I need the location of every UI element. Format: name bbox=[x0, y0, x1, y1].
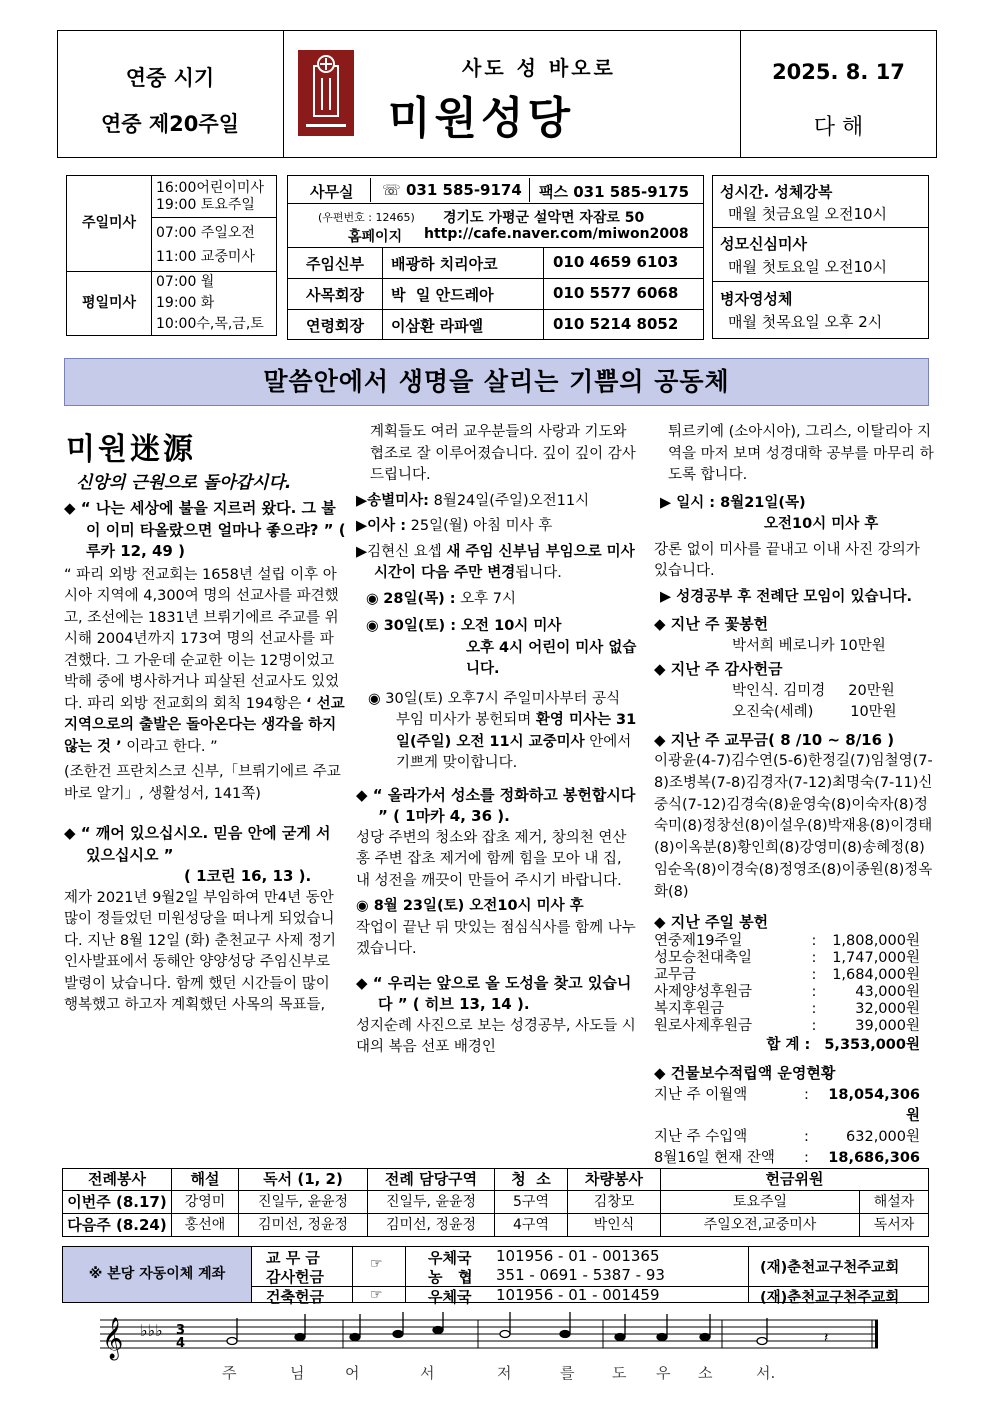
farewell-mass-label: 송별미사: bbox=[367, 492, 429, 509]
office-sep-1 bbox=[287, 203, 704, 204]
svg-text:♭♭♭: ♭♭♭ bbox=[140, 1321, 163, 1340]
sunday-offering-title: ◆ 지난 주일 봉헌 bbox=[654, 912, 934, 934]
liturgical-season: 연중 시기 bbox=[125, 66, 215, 90]
thanks-text: 계획들도 여러 교우분들의 사랑과 기도와 협조로 잘 이루어졌습니다. 깊이 깊이 감사드립니다. bbox=[370, 424, 636, 483]
study-date: ▶ 일시 : 8월21일(목) bbox=[654, 493, 934, 515]
sick-communion-title: 병자영성체 bbox=[720, 290, 793, 308]
lyric-syllable: 도 bbox=[612, 1364, 627, 1382]
bible-study-cont: 튀르키예 (소아시아), 그리스, 이탈리아 지역을 마저 보며 성경대학 공부를 마무리 하도록 합니다. bbox=[668, 424, 934, 483]
funeral-name: 이삼환 라파엘 bbox=[391, 317, 484, 335]
fund-balance-label: 8월16일 현재 잔액 bbox=[654, 1149, 775, 1166]
offering-row-value: 1,808,000원 bbox=[832, 933, 920, 950]
bank-col-1 bbox=[352, 1246, 353, 1303]
bank-k2: 감사헌금 bbox=[266, 1268, 324, 1286]
pastor-label: 주임신부 bbox=[306, 255, 364, 273]
special-sep-1 bbox=[712, 227, 929, 228]
offering-row-label: 사제양성후원금 bbox=[654, 984, 753, 1001]
bank-name-1: 우체국 bbox=[428, 1249, 472, 1267]
offering-row-label: 원로사제후원금 bbox=[654, 1018, 753, 1035]
schedule-30: ◉ 30일(토) : 오전 10시 미사 bbox=[356, 616, 638, 638]
sunday-mass-label: 주일미사 bbox=[67, 176, 152, 272]
special-sep-2 bbox=[712, 281, 929, 282]
duty-header-row bbox=[63, 1169, 929, 1191]
parish-name bbox=[388, 82, 574, 146]
weekday-mass-times bbox=[152, 272, 277, 336]
mass-times-table bbox=[66, 175, 277, 336]
fund-carryover-value: 18,054,306원 bbox=[828, 1086, 920, 1124]
liturgy-duty-table bbox=[62, 1168, 929, 1237]
church-logo bbox=[298, 50, 354, 136]
offering-row bbox=[654, 984, 934, 1001]
bank-name-2: 농 협 bbox=[428, 1268, 473, 1286]
homepage-label: 홈페이지 bbox=[348, 229, 403, 245]
parish-patron: 사도 성 바오로 bbox=[462, 56, 616, 80]
duty-row-this-week bbox=[63, 1191, 929, 1214]
dues-title: ◆ 지난 주 교무금( 8 /10 ~ 8/16 ) bbox=[654, 730, 934, 752]
pastor-name: 배광하 치리아코 bbox=[391, 255, 498, 273]
offering-row-colon: : bbox=[811, 1018, 817, 1035]
farewell-mass: ▶송별미사: 8월24일(주일)오전11시 bbox=[356, 492, 590, 509]
sunday-mass-times-2 bbox=[152, 218, 277, 272]
fund-row-2: 지난 주 수입액 : 632,000원 bbox=[654, 1127, 934, 1148]
calligraphy-logo bbox=[66, 424, 341, 494]
svg-text:3: 3 bbox=[176, 1323, 186, 1338]
office-label: 사무실 bbox=[310, 183, 354, 201]
music-staff bbox=[100, 1312, 880, 1362]
move-day-label: 이사 : bbox=[367, 518, 407, 534]
duty-this-readers: 진일두, 윤윤정 bbox=[239, 1191, 368, 1214]
lyric-syllable: 서 bbox=[420, 1364, 435, 1382]
offering-row-value: 32,000원 bbox=[855, 1001, 920, 1018]
council-tel: 010 5577 6068 bbox=[553, 284, 679, 302]
farewell-letter: 제가 2021년 9월2일 부임하여 만4년 동안 많이 정들었던 미원성당을 떠나게 되었습니다. 지난 8월 12일 (화) 춘천교구 사제 정기 인사발표에서 동해안 양양성당 주임신부로 발령이 났습니다. 함께 했던 시간들이 많이 행복했고 하고자 계획했던 사목의 목표들, bbox=[64, 889, 336, 1013]
wk-time-2: 19:00 화 bbox=[156, 295, 215, 311]
offering-row-label: 교무금 bbox=[654, 967, 697, 984]
mission-quote-b: ‘ 선교지역으로의 출발은 돌아온다는 생각을 하지 않는 것 ’ bbox=[64, 695, 345, 755]
offering-row-colon: : bbox=[811, 933, 817, 950]
offering-row-label: 연중제19주일 bbox=[654, 933, 743, 950]
duty-h-area: 전례 담당구역 bbox=[368, 1169, 495, 1191]
marian-title: 성모신심미사 bbox=[720, 235, 807, 253]
offering-row-value: 1,684,000원 bbox=[832, 967, 920, 984]
duty-next-cleaning: 4구역 bbox=[495, 1214, 568, 1237]
fund-balance-value: 18,686,306원 bbox=[828, 1149, 920, 1187]
office-col-1 bbox=[382, 247, 383, 340]
homepage-url[interactable]: http://cafe.naver.com/miwon2008 bbox=[424, 226, 689, 242]
pointing-hand-icon: ☞ bbox=[370, 1256, 383, 1272]
adoration-title: 성시간. 성체강복 bbox=[720, 183, 833, 201]
study-meeting: ▶ 성경공부 후 전례단 모임이 있습니다. bbox=[654, 587, 934, 609]
study-time: 오전10시 미사 후 bbox=[764, 516, 879, 532]
sun-time-3: 07:00 주일오전 bbox=[156, 224, 255, 241]
lyric-syllable: 서. bbox=[756, 1364, 776, 1382]
fund-row-3: 8월16일 현재 잔액 : 18,686,306원 bbox=[654, 1148, 934, 1190]
office-sep-3 bbox=[287, 278, 704, 279]
account-owner-2: (재)춘천교구천주교회 bbox=[760, 1290, 900, 1306]
parish-name-text: 미원성당 bbox=[388, 93, 575, 144]
duty-next-area: 김미선, 정윤정 bbox=[368, 1214, 495, 1237]
duty-this-collection-role: 해설자 bbox=[860, 1191, 929, 1214]
wk-time-3: 10:00수,목,금,토 bbox=[156, 316, 264, 332]
duty-h-collection: 헌금위원 bbox=[661, 1169, 929, 1191]
lyric-syllable: 주 bbox=[222, 1364, 237, 1382]
offering-row bbox=[654, 967, 934, 984]
column-1 bbox=[64, 498, 346, 1017]
account-owner-1: (재)춘천교구천주교회 bbox=[760, 1260, 900, 1276]
duty-this-vehicle: 김창모 bbox=[568, 1191, 661, 1214]
column-3 bbox=[654, 422, 934, 1190]
funeral-label: 연령회장 bbox=[306, 317, 364, 335]
duty-next-week: 다음주 (8.24) bbox=[63, 1214, 172, 1237]
wk-time-1: 07:00 월 bbox=[156, 274, 215, 290]
header-divider-left bbox=[283, 30, 284, 158]
duty-h-cleaning: 청 소 bbox=[495, 1169, 568, 1191]
new-pastor-notice: ▶김현신 요셉 새 주임 신부님 부임으로 미사 시간이 다음 주만 변경됩니다. bbox=[356, 543, 635, 581]
offering-total-label: 합 계 : bbox=[766, 1037, 811, 1054]
fund-income-value: 632,000원 bbox=[846, 1128, 920, 1145]
offering-row-value: 43,000원 bbox=[855, 984, 920, 1001]
scripture-heading-1: ◆ “ 나는 세상에 불을 지르러 왔다. 그 불이 이미 타올랐으면 얼마나 좋으랴? ” ( 루카 12, 49 ) bbox=[64, 498, 346, 563]
fund-income-label: 지난 주 수입액 bbox=[654, 1128, 748, 1145]
schedule-30-kids: 오후 4시 어린이 미사 없습니다. bbox=[466, 639, 637, 677]
office-col-2 bbox=[543, 247, 544, 340]
offering-row-value: 1,747,000원 bbox=[832, 950, 920, 967]
svg-text:𝄞: 𝄞 bbox=[102, 1318, 124, 1359]
duty-h-readings: 독서 (1, 2) bbox=[239, 1169, 368, 1191]
flower-offering-value: 박서희 베로니카 10만원 bbox=[732, 637, 886, 654]
calligraphy-title: 미원迷源 bbox=[66, 432, 196, 467]
schedule-30-evening-a: 30일(토) 오후7시 주일미사부터 공식 부임 미사가 봉헌되며 bbox=[385, 690, 621, 728]
funeral-tel: 010 5214 8052 bbox=[553, 315, 679, 333]
offering-row bbox=[654, 950, 934, 967]
offering-list bbox=[654, 933, 934, 1035]
liturgical-week: 연중 제20주일 bbox=[101, 112, 239, 136]
farewell-mass-value: 8월24일(주일)오전11시 bbox=[428, 492, 590, 509]
svg-text:𝄽: 𝄽 bbox=[824, 1330, 829, 1346]
bank-k3: 건축헌금 bbox=[266, 1288, 324, 1306]
pastor-tel: 010 4659 6103 bbox=[553, 253, 679, 271]
fund-carryover-label: 지난 주 이월액 bbox=[654, 1086, 748, 1103]
bank-name-3: 우체국 bbox=[428, 1288, 472, 1306]
duty-next-collection: 주일오전,교중미사 bbox=[661, 1214, 860, 1237]
move-day-value: 25일(월) 아침 미사 후 bbox=[406, 518, 553, 534]
study-note: 강론 없이 미사를 끝내고 이내 사진 강의가 있습니다. bbox=[654, 541, 920, 579]
lyric-syllable: 어 bbox=[345, 1364, 360, 1382]
offering-row-label: 복지후원금 bbox=[654, 1001, 725, 1018]
offering-row bbox=[654, 1001, 934, 1018]
motto-text: 말씀안에서 생명을 살리는 기쁨의 공동체 bbox=[263, 367, 730, 396]
address: 경기도 가평군 설악면 자잠로 50 bbox=[443, 210, 645, 226]
adoration-time: 매월 첫금요일 오전10시 bbox=[728, 205, 888, 223]
dues-list: 이광윤(4-7)김수연(5-6)한정길(7)임철영(7-8)조병복(7-8)김경자(7-12)최명숙(7-11)신중식(7-12)김경숙(8)윤영숙(8)이숙자(8)정숙미(8)정창선(8)이설우(8)박재용(8)이경태(8)이옥분(8)황인희(8)강영미(8)송혜정(8)임순옥(8)이경숙(8)정영조(8)이종원(8)정옥화(8) bbox=[654, 753, 933, 900]
office-phone: ☏ 031 585-9174 bbox=[382, 181, 522, 199]
hymn-lyrics bbox=[100, 1362, 880, 1386]
new-pastor-change: 새 주임 신부님 부임으로 미사 시간이 다음 주만 변경 bbox=[374, 543, 635, 581]
thanks-offering-1: 박인식. 김미경 20만원 bbox=[732, 682, 895, 699]
bank-label-cell bbox=[63, 1247, 252, 1302]
sunday-mass-times-1 bbox=[152, 176, 277, 218]
lyric-syllable: 님 bbox=[290, 1364, 305, 1382]
duty-this-commentary: 강영미 bbox=[172, 1191, 239, 1214]
cleaning-lunch: 작업이 끝난 뒤 맛있는 점심식사를 함께 나누겠습니다. bbox=[356, 919, 636, 957]
column-2 bbox=[356, 422, 638, 1059]
bible-study-text: 성지순례 사진으로 보는 성경공부, 사도들 시대의 복음 선포 배경인 bbox=[356, 1017, 636, 1055]
duty-row-next-week bbox=[63, 1214, 929, 1237]
offering-row bbox=[654, 933, 934, 950]
duty-next-vehicle: 박인식 bbox=[568, 1214, 661, 1237]
mission-quote-c: 이라고 한다. ” bbox=[121, 738, 218, 755]
duty-h-vehicle: 차량봉사 bbox=[568, 1169, 661, 1191]
lyric-syllable: 소 bbox=[698, 1364, 713, 1382]
office-sep-4 bbox=[287, 309, 704, 310]
duty-next-collection-role: 독서자 bbox=[860, 1214, 929, 1237]
calligraphy-subtitle: 신앙의 근원으로 돌아갑시다. bbox=[76, 473, 292, 493]
offering-row bbox=[654, 1018, 934, 1035]
office-fax: 팩스 031 585-9175 bbox=[539, 183, 690, 201]
sun-time-4: 11:00 교중미사 bbox=[156, 248, 255, 265]
duty-this-cleaning: 5구역 bbox=[495, 1191, 568, 1214]
thanks-offering-title: ◆ 지난 주 감사헌금 bbox=[654, 659, 934, 681]
schedule-28-time: 오후 7시 bbox=[455, 590, 517, 607]
mission-source: (조한건 프란치스코 신부,「브뤼기에르 주교 바로 알기」, 생활성서, 141쪽) bbox=[64, 764, 341, 802]
marian-time: 매월 첫토요일 오전10시 bbox=[728, 258, 888, 276]
council-label: 사목회장 bbox=[306, 286, 364, 304]
duty-this-area: 진일두, 윤윤정 bbox=[368, 1191, 495, 1214]
lyric-syllable: 우 bbox=[656, 1364, 671, 1382]
offering-row-colon: : bbox=[811, 950, 817, 967]
offering-row-colon: : bbox=[811, 967, 817, 984]
office-divider-v1 bbox=[370, 178, 371, 202]
duty-h-commentary: 해설 bbox=[172, 1169, 239, 1191]
cleaning-notice: 성당 주변의 청소와 잡초 제거, 창의천 연산홍 주변 잡초 제거에 함께 힘을 모아 내 집, 내 성전을 깨끗이 만들어 주시기 바랍니다. bbox=[356, 829, 627, 889]
bank-k1: 교 무 금 bbox=[266, 1249, 320, 1267]
lyric-syllable: 저 bbox=[497, 1364, 512, 1382]
cleaning-date: ◉ 8월 23일(토) 오전10시 미사 후 bbox=[356, 896, 638, 918]
pointing-hand-icon-2: ☞ bbox=[370, 1287, 383, 1303]
schedule-30-evening: ◉ 30일(토) 오후7시 주일미사부터 공식 부임 미사가 봉헌되며 환영 미사는 31일(주일) 오전 11시 교중미사 안에서 기쁘게 맞이합니다. bbox=[368, 690, 637, 771]
offering-row-value: 39,000원 bbox=[855, 1018, 920, 1035]
scripture-ref-2: ( 1코린 16, 13 ). bbox=[184, 867, 312, 885]
duty-next-commentary: 홍선애 bbox=[172, 1214, 239, 1237]
duty-this-week: 이번주 (8.17) bbox=[63, 1191, 172, 1214]
svg-text:4: 4 bbox=[176, 1336, 186, 1351]
bank-account-1: 101956 - 01 - 001365 bbox=[496, 1247, 660, 1265]
move-day: ▶이사 : 25일(월) 아침 미사 후 bbox=[356, 518, 553, 534]
offering-row-colon: : bbox=[811, 984, 817, 1001]
bank-col-2 bbox=[405, 1246, 406, 1303]
fund-row-1: 지난 주 이월액 : 18,054,306원 bbox=[654, 1085, 934, 1127]
scripture-heading-4: ◆ “ 우리는 앞으로 올 도성을 찾고 있습니다 ” ( 히브 13, 14 ). bbox=[356, 973, 638, 1016]
flower-offering-title: ◆ 지난 주 꽃봉헌 bbox=[654, 614, 934, 636]
duty-h-role: 전례봉사 bbox=[63, 1169, 172, 1191]
bulletin-date: 2025. 8. 17 bbox=[772, 60, 905, 84]
bank-account-2: 351 - 0691 - 5387 - 93 bbox=[496, 1266, 665, 1284]
duty-next-readers: 김미선, 정윤정 bbox=[239, 1214, 368, 1237]
offering-row-colon: : bbox=[811, 1001, 817, 1018]
sick-communion-time: 매월 첫목요일 오후 2시 bbox=[728, 313, 883, 331]
year-cycle: 다 해 bbox=[813, 115, 864, 140]
bank-label: ※ 본당 자동이체 계좌 bbox=[88, 1266, 226, 1282]
weekday-mass-label: 평일미사 bbox=[67, 272, 152, 336]
lyric-syllable: 를 bbox=[560, 1364, 575, 1382]
building-fund-title: ◆ 건물보수적립액 운영현황 bbox=[654, 1063, 934, 1085]
council-name: 박 일 안드레아 bbox=[391, 286, 494, 304]
bank-col-3 bbox=[748, 1246, 749, 1303]
office-sep-2 bbox=[287, 247, 704, 248]
scripture-heading-2: ◆ “ 깨어 있으십시오. 믿음 안에 굳게 서 있으십시오 ” bbox=[64, 823, 346, 866]
sun-time-1: 16:00어린이미사 bbox=[156, 179, 264, 196]
offering-row-label: 성모승천대축일 bbox=[654, 950, 753, 967]
bank-account-3: 101956 - 01 - 001459 bbox=[496, 1286, 660, 1304]
mission-quote bbox=[64, 565, 346, 759]
sun-time-2: 19:00 토요주일 bbox=[156, 196, 255, 213]
new-pastor-name: 김현신 요셉 bbox=[367, 543, 447, 560]
duty-this-collection: 토요주일 bbox=[661, 1191, 860, 1214]
offering-total bbox=[654, 1035, 934, 1055]
new-pastor-end: 됩니다. bbox=[515, 565, 562, 581]
scripture-heading-3: ◆ “ 올라가서 성소를 정화하고 봉헌합시다 ” ( 1마카 4, 36 ). bbox=[356, 785, 638, 828]
offering-total-value: 5,353,000원 bbox=[824, 1037, 920, 1054]
mission-quote-a: “ 파리 외방 전교회는 1658년 설립 이후 아시아 지역에 4,300여 명의 선교사를 파견했고, 조선에는 1831년 브뤼기에르 주교를 위시해 2004년까지 173여 명의 선교사를 파견했다. 그 가운데 순교한 이는 12명이었고 박해 중에 병사하거나 피살된 선교사도 있었다. 파리 외방 전교회의 회칙 194항은 bbox=[64, 566, 340, 712]
schedule-30-evening-b: 환영 미사는 31일(주일) 오전 11시 교중미사 bbox=[396, 712, 637, 750]
thanks-offering-2: 오진숙(세례) 10만원 bbox=[732, 704, 897, 720]
schedule-30-evening-c: 안에서 기쁘게 맞이합니다. bbox=[396, 733, 632, 771]
schedule-28-day: 28일(목) : bbox=[383, 590, 456, 607]
motto-banner bbox=[64, 358, 929, 406]
postal-code: (우편번호 : 12465) bbox=[318, 211, 415, 224]
office-divider-v2 bbox=[529, 178, 530, 202]
schedule-28 bbox=[356, 589, 638, 611]
